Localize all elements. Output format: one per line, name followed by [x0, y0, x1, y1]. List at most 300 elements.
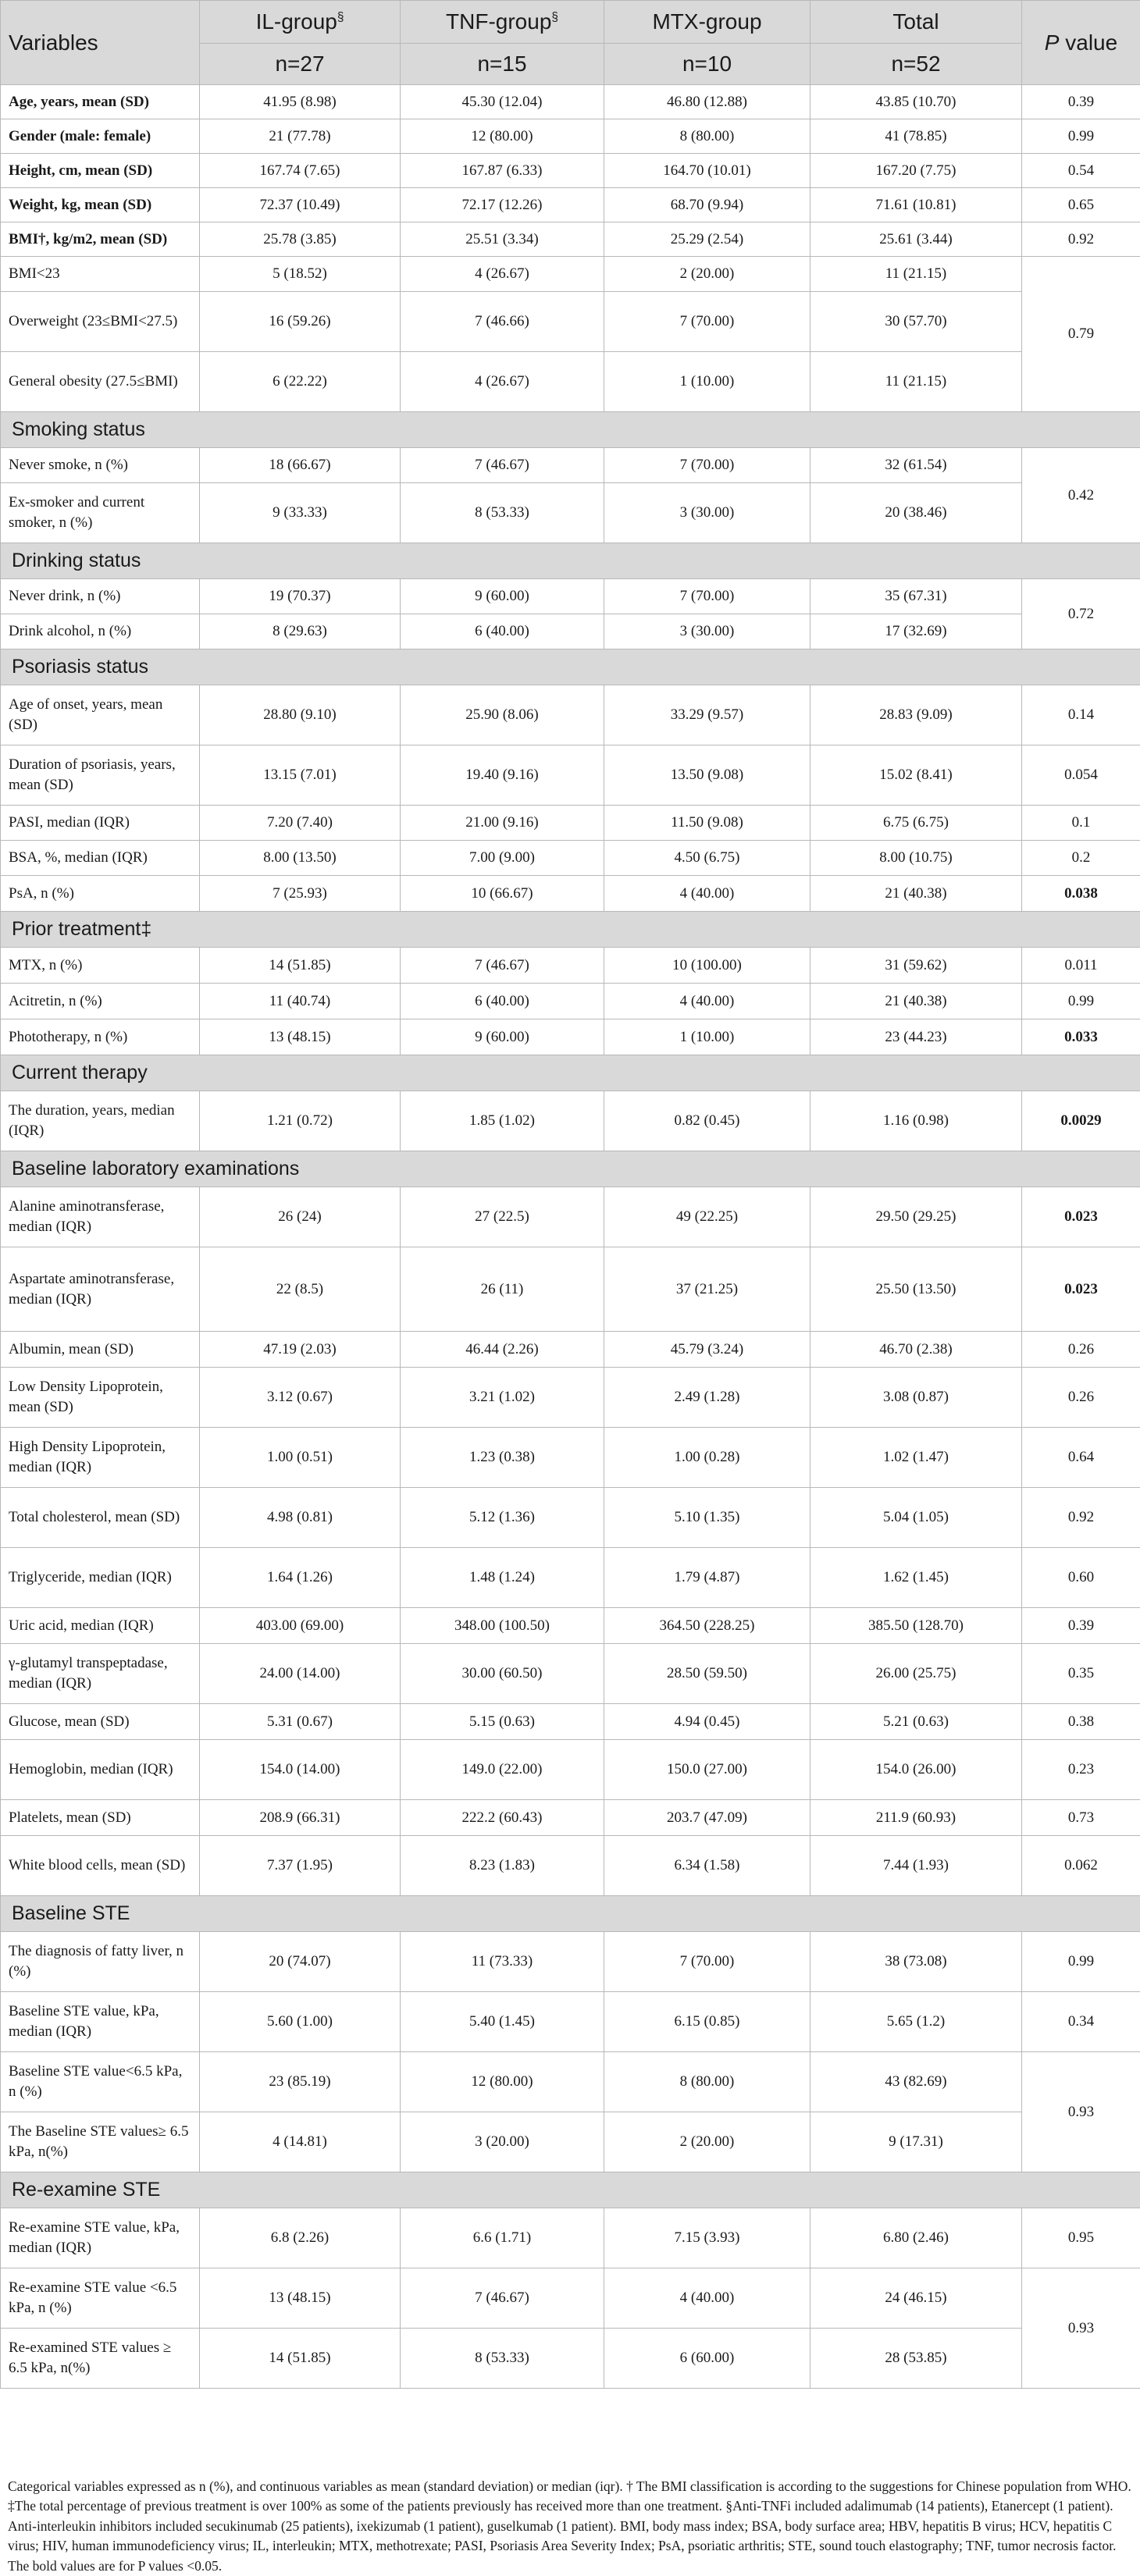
table-row: [1, 1740, 1140, 1800]
tnf-group-value: 27 (22.5): [401, 1187, 604, 1247]
section-header-row: [1, 543, 1140, 579]
il-group-value: 4.98 (0.81): [200, 1488, 401, 1548]
variable-label: Re-examine STE value <6.5 kPa, n (%): [1, 2268, 200, 2329]
variable-label: Uric acid, median (IQR): [1, 1608, 200, 1644]
p-value: 0.99: [1022, 984, 1140, 1019]
variable-label: Albumin, mean (SD): [1, 1332, 200, 1368]
variable-label: BSA, %, median (IQR): [1, 841, 200, 876]
tnf-group-value: 30.00 (60.50): [401, 1644, 604, 1704]
il-group-value: 23 (85.19): [200, 2052, 401, 2112]
section-title: Prior treatment‡: [1, 912, 1140, 948]
mtx-group-value: 2.49 (1.28): [604, 1368, 810, 1428]
mtx-group-value: 7 (70.00): [604, 448, 810, 483]
p-value: 0.023: [1022, 1247, 1140, 1332]
table-row: [1, 352, 1140, 412]
tnf-group-value: 4 (26.67): [401, 352, 604, 412]
mtx-group-value: 8 (80.00): [604, 119, 810, 154]
tnf-group-value: 6 (40.00): [401, 984, 604, 1019]
header-variables: Variables: [1, 1, 200, 85]
p-value: 0.033: [1022, 1019, 1140, 1055]
il-group-value: 6 (22.22): [200, 352, 401, 412]
section-title: Baseline STE: [1, 1896, 1140, 1932]
variable-label: Overweight (23≤BMI<27.5): [1, 292, 200, 352]
mtx-group-value: 4 (40.00): [604, 984, 810, 1019]
tnf-group-value: 25.51 (3.34): [401, 222, 604, 257]
table-row: [1, 1488, 1140, 1548]
variable-label: γ-glutamyl transpeptadase, median (IQR): [1, 1644, 200, 1704]
total-value: 167.20 (7.75): [810, 154, 1022, 188]
total-value: 6.80 (2.46): [810, 2208, 1022, 2268]
il-group-value: 25.78 (3.85): [200, 222, 401, 257]
tnf-group-value: 149.0 (22.00): [401, 1740, 604, 1800]
il-group-value: 1.00 (0.51): [200, 1428, 401, 1488]
variable-label: Total cholesterol, mean (SD): [1, 1488, 200, 1548]
p-value: 0.72: [1022, 579, 1140, 649]
mtx-group-value: 7.15 (3.93): [604, 2208, 810, 2268]
mtx-group-value: 7 (70.00): [604, 292, 810, 352]
table-row: [1, 154, 1140, 188]
p-value: 0.1: [1022, 806, 1140, 841]
header-mtx-group: [604, 1, 810, 44]
p-value: 0.023: [1022, 1187, 1140, 1247]
mtx-group-value: 164.70 (10.01): [604, 154, 810, 188]
tnf-group-value: 21.00 (9.16): [401, 806, 604, 841]
variable-label: Age, years, mean (SD): [1, 85, 200, 119]
tnf-group-value: 11 (73.33): [401, 1932, 604, 1992]
section-title: Baseline laboratory examinations: [1, 1151, 1140, 1187]
tnf-group-value: 9 (60.00): [401, 579, 604, 614]
table-row: [1, 948, 1140, 984]
table-row: [1, 1428, 1140, 1488]
table-row: [1, 2329, 1140, 2389]
variable-label: Alanine aminotransferase, median (IQR): [1, 1187, 200, 1247]
table-row: [1, 1836, 1140, 1896]
table-row: [1, 292, 1140, 352]
header-total-n: n=52: [810, 44, 1022, 85]
tnf-group-value: 5.40 (1.45): [401, 1992, 604, 2052]
table-row: [1, 1091, 1140, 1151]
il-group-value: 16 (59.26): [200, 292, 401, 352]
section-header-row: [1, 412, 1140, 448]
table-row: [1, 876, 1140, 912]
variable-label: Hemoglobin, median (IQR): [1, 1740, 200, 1800]
section-header-row: [1, 1055, 1140, 1091]
total-value: 154.0 (26.00): [810, 1740, 1022, 1800]
tnf-group-value: 25.90 (8.06): [401, 685, 604, 745]
header-il-group-mark: §: [337, 11, 344, 24]
mtx-group-value: 46.80 (12.88): [604, 85, 810, 119]
p-value: 0.011: [1022, 948, 1140, 984]
il-group-value: 7.37 (1.95): [200, 1836, 401, 1896]
header-mtx-group-n: n=10: [604, 44, 810, 85]
il-group-value: 6.8 (2.26): [200, 2208, 401, 2268]
mtx-group-value: 2 (20.00): [604, 2112, 810, 2172]
total-value: 25.50 (13.50): [810, 1247, 1022, 1332]
total-value: 8.00 (10.75): [810, 841, 1022, 876]
variable-label: Weight, kg, mean (SD): [1, 188, 200, 222]
variable-label: Triglyceride, median (IQR): [1, 1548, 200, 1608]
section-title: Re-examine STE: [1, 2172, 1140, 2208]
p-value: 0.34: [1022, 1992, 1140, 2052]
total-value: 38 (73.08): [810, 1932, 1022, 1992]
p-value: 0.65: [1022, 188, 1140, 222]
table-row: [1, 1332, 1140, 1368]
il-group-value: 167.74 (7.65): [200, 154, 401, 188]
il-group-value: 154.0 (14.00): [200, 1740, 401, 1800]
tnf-group-value: 45.30 (12.04): [401, 85, 604, 119]
tnf-group-value: 1.48 (1.24): [401, 1548, 604, 1608]
p-value: 0.64: [1022, 1428, 1140, 1488]
section-title: Smoking status: [1, 412, 1140, 448]
total-value: 28 (53.85): [810, 2329, 1022, 2389]
p-value: 0.92: [1022, 222, 1140, 257]
total-value: 43.85 (10.70): [810, 85, 1022, 119]
mtx-group-value: 4 (40.00): [604, 876, 810, 912]
table-row: [1, 1368, 1140, 1428]
tnf-group-value: 7 (46.67): [401, 948, 604, 984]
total-value: 43 (82.69): [810, 2052, 1022, 2112]
p-value: 0.95: [1022, 2208, 1140, 2268]
p-value: 0.14: [1022, 685, 1140, 745]
il-group-value: 9 (33.33): [200, 483, 401, 543]
p-value: 0.26: [1022, 1368, 1140, 1428]
p-value: 0.42: [1022, 448, 1140, 543]
tnf-group-value: 46.44 (2.26): [401, 1332, 604, 1368]
il-group-value: 72.37 (10.49): [200, 188, 401, 222]
variable-label: General obesity (27.5≤BMI): [1, 352, 200, 412]
mtx-group-value: 1.79 (4.87): [604, 1548, 810, 1608]
tnf-group-value: 6 (40.00): [401, 614, 604, 649]
il-group-value: 47.19 (2.03): [200, 1332, 401, 1368]
total-value: 17 (32.69): [810, 614, 1022, 649]
total-value: 21 (40.38): [810, 876, 1022, 912]
il-group-value: 21 (77.78): [200, 119, 401, 154]
table-row: [1, 1704, 1140, 1740]
p-value: 0.93: [1022, 2052, 1140, 2172]
table-row: [1, 2052, 1140, 2112]
table-row: [1, 685, 1140, 745]
table-row: [1, 2268, 1140, 2329]
variable-label: Duration of psoriasis, years, mean (SD): [1, 745, 200, 806]
total-value: 71.61 (10.81): [810, 188, 1022, 222]
tnf-group-value: 3.21 (1.02): [401, 1368, 604, 1428]
variable-label: Acitretin, n (%): [1, 984, 200, 1019]
total-value: 11 (21.15): [810, 257, 1022, 292]
total-value: 46.70 (2.38): [810, 1332, 1022, 1368]
tnf-group-value: 8.23 (1.83): [401, 1836, 604, 1896]
tnf-group-value: 8 (53.33): [401, 2329, 604, 2389]
tnf-group-value: 4 (26.67): [401, 257, 604, 292]
il-group-value: 11 (40.74): [200, 984, 401, 1019]
total-value: 20 (38.46): [810, 483, 1022, 543]
tnf-group-value: 7 (46.66): [401, 292, 604, 352]
mtx-group-value: 1 (10.00): [604, 1019, 810, 1055]
total-value: 6.75 (6.75): [810, 806, 1022, 841]
il-group-value: 26 (24): [200, 1187, 401, 1247]
il-group-value: 13.15 (7.01): [200, 745, 401, 806]
table-row: [1, 119, 1140, 154]
total-value: 28.83 (9.09): [810, 685, 1022, 745]
il-group-value: 41.95 (8.98): [200, 85, 401, 119]
total-value: 1.16 (0.98): [810, 1091, 1022, 1151]
tnf-group-value: 7 (46.67): [401, 2268, 604, 2329]
mtx-group-value: 68.70 (9.94): [604, 188, 810, 222]
table-row: [1, 2112, 1140, 2172]
table-row: [1, 448, 1140, 483]
p-value: 0.23: [1022, 1740, 1140, 1800]
mtx-group-value: 25.29 (2.54): [604, 222, 810, 257]
variable-label: Glucose, mean (SD): [1, 1704, 200, 1740]
mtx-group-value: 4 (40.00): [604, 2268, 810, 2329]
il-group-value: 8 (29.63): [200, 614, 401, 649]
header-tnf-group-mark: §: [551, 11, 558, 24]
total-value: 25.61 (3.44): [810, 222, 1022, 257]
variable-label: PsA, n (%): [1, 876, 200, 912]
il-group-value: 13 (48.15): [200, 2268, 401, 2329]
tnf-group-value: 12 (80.00): [401, 2052, 604, 2112]
header-tnf-group: [401, 1, 604, 44]
il-group-value: 5 (18.52): [200, 257, 401, 292]
p-value: 0.60: [1022, 1548, 1140, 1608]
tnf-group-value: 5.12 (1.36): [401, 1488, 604, 1548]
header-total: [810, 1, 1022, 44]
total-value: 1.02 (1.47): [810, 1428, 1022, 1488]
p-value: 0.39: [1022, 1608, 1140, 1644]
il-group-value: 24.00 (14.00): [200, 1644, 401, 1704]
table-row: [1, 841, 1140, 876]
variable-label: Low Density Lipoprotein, mean (SD): [1, 1368, 200, 1428]
variable-label: The Baseline STE values≥ 6.5 kPa, n(%): [1, 2112, 200, 2172]
total-value: 26.00 (25.75): [810, 1644, 1022, 1704]
table-footnotes: [8, 2477, 1132, 2576]
variable-label: BMI†, kg/m2, mean (SD): [1, 222, 200, 257]
p-value: 0.93: [1022, 2268, 1140, 2389]
section-title: Drinking status: [1, 543, 1140, 579]
p-value: 0.54: [1022, 154, 1140, 188]
p-value: 0.99: [1022, 119, 1140, 154]
footnote-abbreviations: Categorical variables expressed as n (%), and continuous variables as mean (standard deviation) or median (iqr). † The BMI classification is according to the suggestions for Chinese population from WHO. ‡The total percentage of previous treatment is over 100% as some of the patients previously has received more than one treatment. §Anti-TNFi included adalimumab (14 patients), Etanercept (1 patient). Anti-interleukin inhibitors included secukinumab (25 patients), ixekizumab (1 patient), guselkumab (1 patient). BMI, body mass index; BSA, body surface area; HBV, hepatitis B virus; HCV, hepatitis C virus; HIV, human immunodeficiency virus; IL, interleukin; MTX, methotrexate; PASI, Psoriasis Area Severity Index; PsA, psoriatic arthritis; STE, sound touch elastography; TNF, tumor necrosis factor.: [8, 2477, 1132, 2556]
section-title: Current therapy: [1, 1055, 1140, 1091]
variable-label: Never smoke, n (%): [1, 448, 200, 483]
variable-label: Re-examine STE value, kPa, median (IQR): [1, 2208, 200, 2268]
tnf-group-value: 348.00 (100.50): [401, 1608, 604, 1644]
table-row: [1, 1608, 1140, 1644]
mtx-group-value: 10 (100.00): [604, 948, 810, 984]
mtx-group-value: 6 (60.00): [604, 2329, 810, 2389]
il-group-value: 22 (8.5): [200, 1247, 401, 1332]
total-value: 30 (57.70): [810, 292, 1022, 352]
variable-label: The diagnosis of fatty liver, n (%): [1, 1932, 200, 1992]
section-header-row: [1, 649, 1140, 685]
mtx-group-value: 8 (80.00): [604, 2052, 810, 2112]
header-il-group-n: n=27: [200, 44, 401, 85]
mtx-group-value: 3 (30.00): [604, 614, 810, 649]
tnf-group-value: 72.17 (12.26): [401, 188, 604, 222]
mtx-group-value: 5.10 (1.35): [604, 1488, 810, 1548]
p-value: 0.2: [1022, 841, 1140, 876]
il-group-value: 1.64 (1.26): [200, 1548, 401, 1608]
il-group-value: 5.31 (0.67): [200, 1704, 401, 1740]
mtx-group-value: 49 (22.25): [604, 1187, 810, 1247]
p-value: 0.79: [1022, 257, 1140, 412]
variable-label: Age of onset, years, mean (SD): [1, 685, 200, 745]
mtx-group-value: 33.29 (9.57): [604, 685, 810, 745]
table-row: [1, 1932, 1140, 1992]
tnf-group-value: 9 (60.00): [401, 1019, 604, 1055]
header-tnf-group-name: TNF-group: [446, 9, 551, 34]
table-row: [1, 806, 1140, 841]
il-group-value: 4 (14.81): [200, 2112, 401, 2172]
section-header-row: [1, 2172, 1140, 2208]
variable-label: Baseline STE value<6.5 kPa, n (%): [1, 2052, 200, 2112]
mtx-group-value: 13.50 (9.08): [604, 745, 810, 806]
variable-label: Height, cm, mean (SD): [1, 154, 200, 188]
total-value: 7.44 (1.93): [810, 1836, 1022, 1896]
table-row: [1, 1187, 1140, 1247]
total-value: 385.50 (128.70): [810, 1608, 1022, 1644]
il-group-value: 208.9 (66.31): [200, 1800, 401, 1836]
total-value: 3.08 (0.87): [810, 1368, 1022, 1428]
table-row: [1, 188, 1140, 222]
il-group-value: 7 (25.93): [200, 876, 401, 912]
mtx-group-value: 37 (21.25): [604, 1247, 810, 1332]
il-group-value: 20 (74.07): [200, 1932, 401, 1992]
variable-label: Aspartate aminotransferase, median (IQR): [1, 1247, 200, 1332]
table-row: [1, 1644, 1140, 1704]
il-group-value: 28.80 (9.10): [200, 685, 401, 745]
table-row: [1, 614, 1140, 649]
table-row: [1, 483, 1140, 543]
table-row: [1, 85, 1140, 119]
il-group-value: 3.12 (0.67): [200, 1368, 401, 1428]
table-row: [1, 1019, 1140, 1055]
il-group-value: 14 (51.85): [200, 2329, 401, 2389]
mtx-group-value: 11.50 (9.08): [604, 806, 810, 841]
mtx-group-value: 1.00 (0.28): [604, 1428, 810, 1488]
header-il-group-name: IL-group: [256, 9, 337, 34]
variable-label: Ex-smoker and current smoker, n (%): [1, 483, 200, 543]
p-value: 0.92: [1022, 1488, 1140, 1548]
total-value: 15.02 (8.41): [810, 745, 1022, 806]
mtx-group-value: 28.50 (59.50): [604, 1644, 810, 1704]
p-value: 0.38: [1022, 1704, 1140, 1740]
p-value: 0.054: [1022, 745, 1140, 806]
mtx-group-value: 2 (20.00): [604, 257, 810, 292]
total-value: 5.04 (1.05): [810, 1488, 1022, 1548]
header-total-name: Total: [892, 9, 939, 34]
mtx-group-value: 3 (30.00): [604, 483, 810, 543]
table-row: [1, 1800, 1140, 1836]
total-value: 21 (40.38): [810, 984, 1022, 1019]
variable-label: High Density Lipoprotein, median (IQR): [1, 1428, 200, 1488]
mtx-group-value: 4.94 (0.45): [604, 1704, 810, 1740]
mtx-group-value: 364.50 (228.25): [604, 1608, 810, 1644]
table-row: [1, 984, 1140, 1019]
variable-label: White blood cells, mean (SD): [1, 1836, 200, 1896]
tnf-group-value: 6.6 (1.71): [401, 2208, 604, 2268]
table-header: [1, 1, 1140, 85]
il-group-value: 7.20 (7.40): [200, 806, 401, 841]
p-value: 0.038: [1022, 876, 1140, 912]
table-row: [1, 2208, 1140, 2268]
table-row: [1, 1247, 1140, 1332]
variable-label: Baseline STE value, kPa, median (IQR): [1, 1992, 200, 2052]
section-title: Psoriasis status: [1, 649, 1140, 685]
p-value: 0.062: [1022, 1836, 1140, 1896]
section-header-row: [1, 912, 1140, 948]
tnf-group-value: 5.15 (0.63): [401, 1704, 604, 1740]
variable-label: Platelets, mean (SD): [1, 1800, 200, 1836]
variable-label: The duration, years, median (IQR): [1, 1091, 200, 1151]
total-value: 24 (46.15): [810, 2268, 1022, 2329]
tnf-group-value: 222.2 (60.43): [401, 1800, 604, 1836]
total-value: 23 (44.23): [810, 1019, 1022, 1055]
table-row: [1, 257, 1140, 292]
header-tnf-group-n: n=15: [401, 44, 604, 85]
mtx-group-value: 7 (70.00): [604, 1932, 810, 1992]
variable-label: PASI, median (IQR): [1, 806, 200, 841]
il-group-value: 1.21 (0.72): [200, 1091, 401, 1151]
variable-label: BMI<23: [1, 257, 200, 292]
mtx-group-value: 150.0 (27.00): [604, 1740, 810, 1800]
il-group-value: 5.60 (1.00): [200, 1992, 401, 2052]
table-body: [1, 85, 1140, 2389]
p-value: 0.39: [1022, 85, 1140, 119]
variable-label: Never drink, n (%): [1, 579, 200, 614]
header-p-rest: value: [1059, 30, 1117, 55]
table-row: [1, 1992, 1140, 2052]
p-value: 0.99: [1022, 1932, 1140, 1992]
header-p-letter: P: [1045, 30, 1060, 55]
p-value: 0.26: [1022, 1332, 1140, 1368]
p-value: 0.73: [1022, 1800, 1140, 1836]
mtx-group-value: 0.82 (0.45): [604, 1091, 810, 1151]
il-group-value: 18 (66.67): [200, 448, 401, 483]
footnote-bold-note: The bold values are for P values <0.05.: [8, 2556, 1132, 2576]
header-mtx-group-name: MTX-group: [652, 9, 761, 34]
variable-label: Phototherapy, n (%): [1, 1019, 200, 1055]
tnf-group-value: 7 (46.67): [401, 448, 604, 483]
variable-label: MTX, n (%): [1, 948, 200, 984]
tnf-group-value: 26 (11): [401, 1247, 604, 1332]
tnf-group-value: 1.85 (1.02): [401, 1091, 604, 1151]
il-group-value: 8.00 (13.50): [200, 841, 401, 876]
total-value: 9 (17.31): [810, 2112, 1022, 2172]
total-value: 32 (61.54): [810, 448, 1022, 483]
total-value: 29.50 (29.25): [810, 1187, 1022, 1247]
variable-label: Re-examined STE values ≥ 6.5 kPa, n(%): [1, 2329, 200, 2389]
tnf-group-value: 12 (80.00): [401, 119, 604, 154]
table-row: [1, 745, 1140, 806]
table-row: [1, 579, 1140, 614]
tnf-group-value: 167.87 (6.33): [401, 154, 604, 188]
header-il-group: [200, 1, 401, 44]
mtx-group-value: 1 (10.00): [604, 352, 810, 412]
total-value: 11 (21.15): [810, 352, 1022, 412]
mtx-group-value: 4.50 (6.75): [604, 841, 810, 876]
variable-label: Drink alcohol, n (%): [1, 614, 200, 649]
variable-label: Gender (male: female): [1, 119, 200, 154]
p-value: 0.0029: [1022, 1091, 1140, 1151]
il-group-value: 14 (51.85): [200, 948, 401, 984]
mtx-group-value: 7 (70.00): [604, 579, 810, 614]
total-value: 31 (59.62): [810, 948, 1022, 984]
il-group-value: 403.00 (69.00): [200, 1608, 401, 1644]
il-group-value: 13 (48.15): [200, 1019, 401, 1055]
tnf-group-value: 7.00 (9.00): [401, 841, 604, 876]
p-value: 0.35: [1022, 1644, 1140, 1704]
section-header-row: [1, 1896, 1140, 1932]
